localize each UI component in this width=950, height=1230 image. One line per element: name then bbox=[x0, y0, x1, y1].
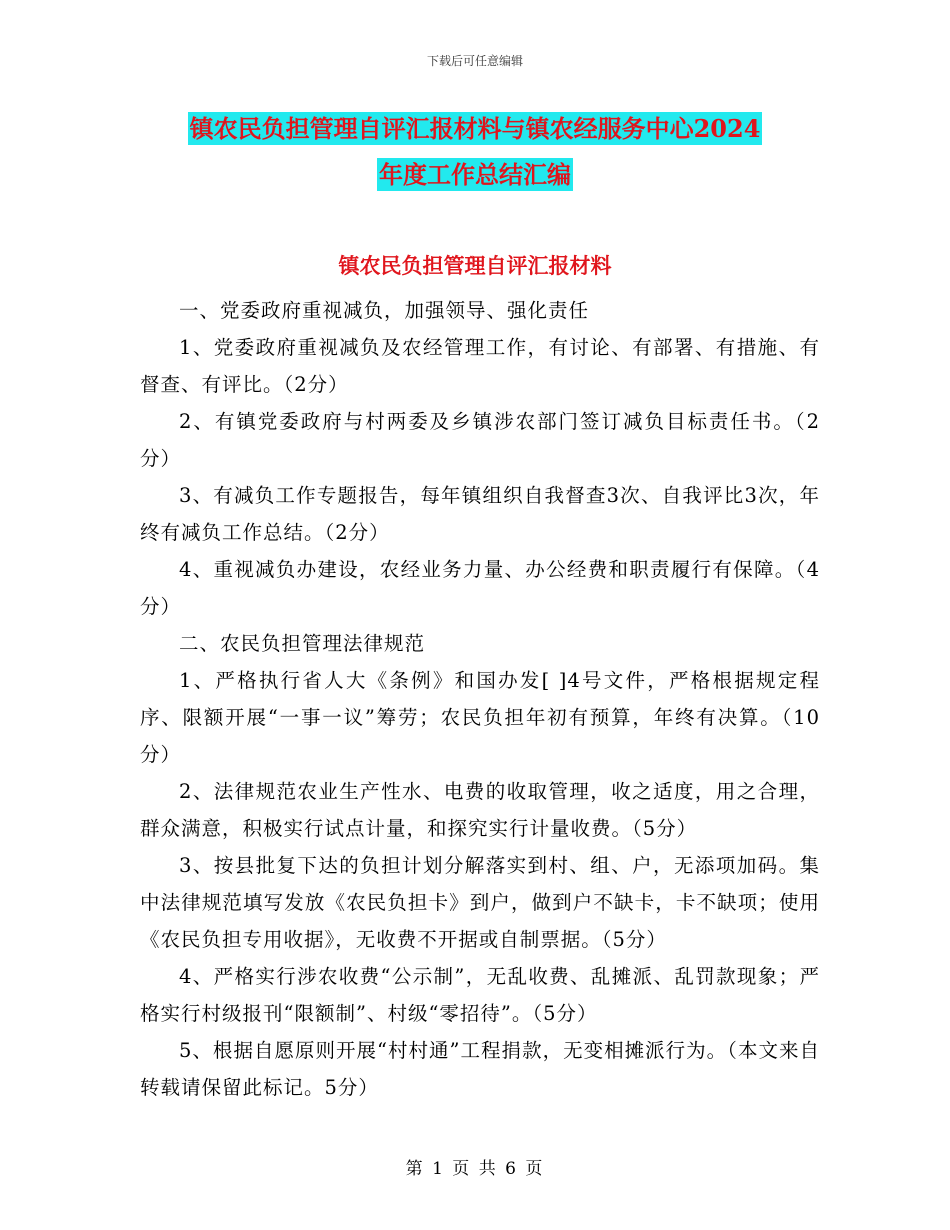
paragraph: 2、法律规范农业生产性水、电费的收取管理，收之适度，用之合理，群众满意，积极实行试点计量，和探究实行计量收费。（5分） bbox=[140, 780, 820, 840]
title-line-2: 年度工作总结汇编 bbox=[379, 160, 571, 189]
paragraph: 4、严格实行涉农收费“公示制”，无乱收费、乱摊派、乱罚款现象；严格实行村级报刊“限额制”、村级“零招待”。（5分） bbox=[140, 965, 820, 1025]
header-note: 下载后可任意编辑 bbox=[426, 54, 523, 68]
paragraph: 二、农民负担管理法律规范 bbox=[179, 632, 426, 655]
paragraph: 3、按县批复下达的负担计划分解落实到村、组、户，无添项加码。集中法律规范填写发放《农民负担卡》到户，做到户不缺卡，卡不缺项；使用《农民负担专用收据》，无收费不开据或自制票据。（5分） bbox=[140, 854, 820, 951]
section-title: 镇农民负担管理自评汇报材料 bbox=[338, 253, 612, 278]
paragraph: 1、党委政府重视减负及农经管理工作，有讨论、有部署、有措施、有督查、有评比。（2分） bbox=[140, 336, 820, 396]
document-body bbox=[140, 292, 820, 1106]
paragraph: 1、严格执行省人大《条例》和国办发[ ]4号文件，严格根据规定程序、限额开展“一事一议”筹劳；农民负担年初有预算，年终有决算。（10分） bbox=[140, 669, 820, 766]
paragraph: 3、有减负工作专题报告，每年镇组织自我督查3次、自我评比3次，年终有减负工作总结。（2分） bbox=[140, 484, 820, 544]
paragraph: 一、党委政府重视减负，加强领导、强化责任 bbox=[179, 299, 590, 322]
document-title bbox=[0, 112, 950, 191]
paragraph: 2、有镇党委政府与村两委及乡镇涉农部门签订减负目标责任书。（2分） bbox=[140, 410, 820, 470]
page-number: 第 1 页 共 6 页 bbox=[405, 1159, 545, 1179]
title-line-1: 镇农民负担管理自评汇报材料与镇农经服务中心2024 bbox=[189, 114, 761, 143]
paragraph: 4、重视减负办建设，农经业务力量、办公经费和职责履行有保障。（4分） bbox=[140, 558, 820, 618]
paragraph: 5、根据自愿原则开展“村村通”工程捐款，无变相摊派行为。（本文来自转载请保留此标记。5分） bbox=[140, 1039, 820, 1099]
